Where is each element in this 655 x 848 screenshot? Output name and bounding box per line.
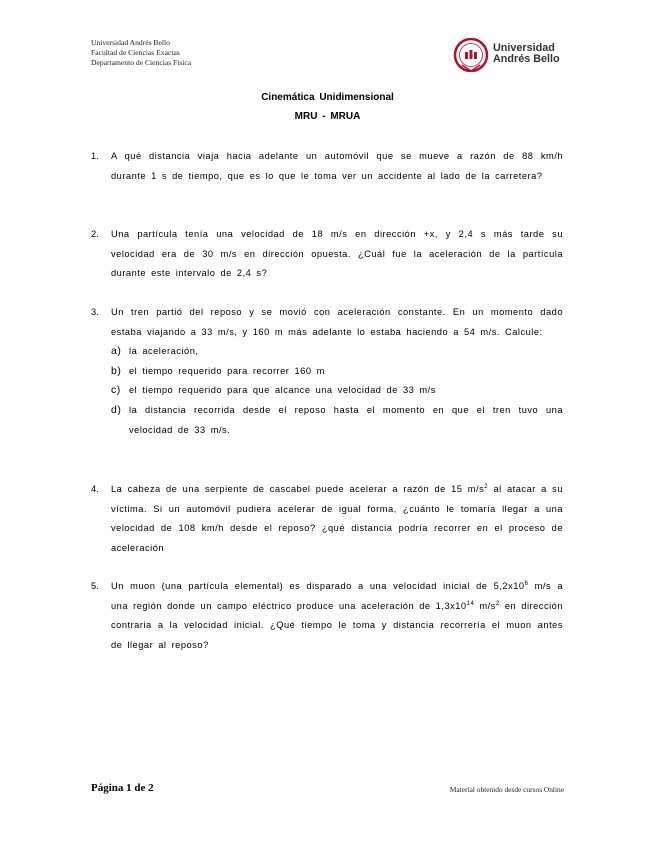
question-text: [111, 480, 563, 558]
logo-wordmark: [493, 43, 560, 65]
header-institution: [91, 38, 191, 69]
header-faculty: Facultad de Ciencias Exactas: [91, 48, 180, 58]
sub-item-text: el tiempo requerido para recorrer 160 m: [129, 365, 325, 376]
logo-line-1: Universidad: [493, 42, 555, 54]
sub-item-letter: a): [111, 345, 122, 358]
question-number: 5.: [91, 581, 99, 591]
source-note: Material obtenido desde cursos Online: [449, 785, 564, 794]
sub-item-letter: d): [111, 403, 122, 416]
question-5: [91, 577, 563, 655]
page-title: Cinemática Unidimensional: [261, 92, 394, 103]
superscript: 2: [484, 484, 489, 490]
question-text: Una partícula tenía una velocidad de 18 m/s en dirección +x, y 2,4 s más tarde su velocidad era de 30 m/s en dirección opuesta. ¿Cuál fue la aceleración de la partícula durante este intervalo de 2,4 s?: [111, 229, 563, 279]
header-department: Departamento de Ciencias Física: [91, 58, 192, 68]
question-text-part: m/s a una región donde un campo eléctrico produce una aceleración de 1,3x10: [111, 581, 563, 611]
question-text: [111, 577, 563, 655]
sub-item-d: [111, 401, 563, 440]
question-number: 2.: [91, 229, 99, 239]
question-text-part: m/s: [474, 600, 496, 611]
superscript: 6: [524, 581, 529, 587]
sub-item-letter: c): [111, 384, 121, 397]
question-4: [91, 480, 563, 558]
sub-item-text: el tiempo requerido para que alcance una velocidad de 33 m/s: [129, 385, 436, 396]
question-number: 3.: [91, 307, 99, 317]
question-3: [91, 303, 563, 440]
question-text-part: La cabeza de una serpiente de cascabel puede acelerar a razón de 15 m/s: [111, 484, 485, 494]
question-text-part: en dirección contraria a la velocidad inicial. ¿Qué tiempo le toma y distancia recorrería el muon antes de llegar al reposo?: [111, 600, 564, 650]
sub-item-text: la distancia recorrida desde el reposo hasta el momento en que el tren tuvo una velocidad de 33 m/s.: [129, 404, 563, 435]
question-2: [91, 225, 563, 284]
university-logo: [452, 38, 564, 72]
question-number: 1.: [91, 151, 99, 161]
question-1: [91, 147, 563, 186]
sub-item-text: la aceleración,: [129, 346, 199, 357]
logo-line-2: Andrés Bello: [493, 53, 560, 65]
sub-item-letter: b): [111, 364, 122, 377]
page-subtitle: MRU - MRUA: [294, 111, 361, 122]
question-text-part: Un muon (una partícula elemental) es disparado a una velocidad inicial de 5,2x10: [111, 581, 525, 591]
sub-item-b: [111, 362, 563, 382]
header-university: Universidad Andrés Bello: [91, 38, 170, 47]
question-number: 4.: [91, 484, 99, 494]
sub-item-a: [111, 342, 563, 362]
question-text: Un tren partió del reposo y se movió con aceleración constante. En un momento dado estaba viajando a 33 m/s, y 160 m más adelante lo estaba haciendo a 54 m/s. Calcule:: [111, 307, 563, 337]
superscript: 2: [495, 600, 500, 607]
sub-item-c: [111, 381, 563, 401]
page-number: Página 1 de 2: [91, 782, 154, 794]
university-seal-icon: [452, 38, 490, 72]
question-text: A qué distancia viaja hacia adelante un automóvil que se mueve a razón de 88 km/h durante 1 s de tiempo, que es lo que le toma ver un accidente al lado de la carretera?: [111, 151, 563, 181]
superscript: 14: [466, 600, 475, 607]
question-text-part: al atacar a su víctima. Si un automóvil pudiera acelerar de igual forma, ¿cuánto le tomaría llegar a una velocidad de 108 km/h desde el reposo? ¿qué distancia podría recorrer en el proceso de aceleración: [111, 484, 563, 553]
